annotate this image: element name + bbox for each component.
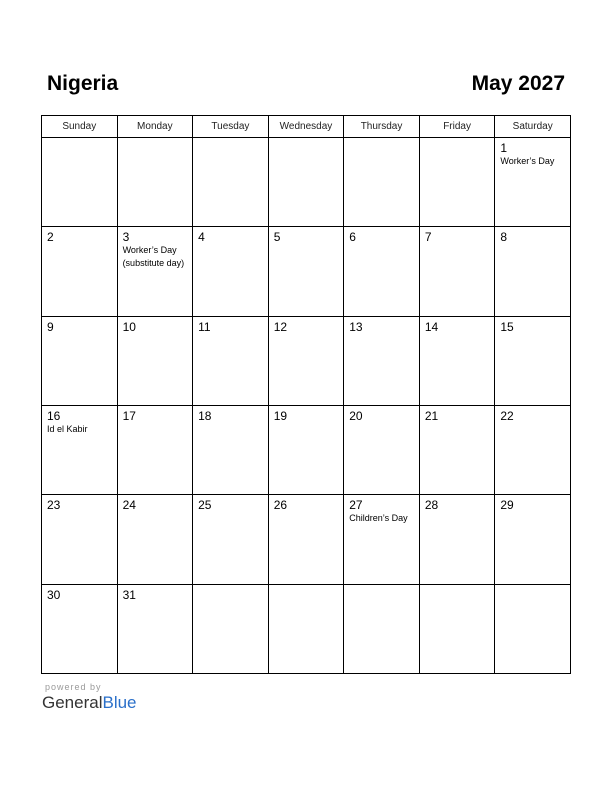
day-number: 17 bbox=[122, 408, 136, 423]
day-cell bbox=[495, 227, 571, 316]
brand-logo bbox=[42, 693, 137, 713]
day-number: 2 bbox=[47, 230, 54, 245]
day-number: 7 bbox=[424, 230, 432, 245]
day-cell bbox=[117, 405, 193, 494]
day-number: 28 bbox=[424, 498, 439, 513]
country-title: Nigeria bbox=[47, 72, 119, 95]
weekday-header: Sunday bbox=[42, 116, 118, 138]
day-cell bbox=[193, 584, 269, 673]
day-number: 24 bbox=[122, 498, 136, 513]
day-number: 4 bbox=[198, 230, 205, 245]
day-cell bbox=[117, 495, 193, 584]
week-row bbox=[42, 138, 571, 227]
day-number: 29 bbox=[500, 498, 514, 513]
week-row bbox=[42, 316, 571, 405]
day-cell bbox=[268, 584, 344, 673]
day-number: 1 bbox=[500, 141, 508, 155]
calendar-grid bbox=[41, 115, 571, 674]
day-cell bbox=[344, 495, 420, 584]
day-number: 25 bbox=[198, 498, 212, 513]
day-number: 31 bbox=[122, 587, 136, 602]
day-cell bbox=[268, 138, 344, 227]
day-number: 30 bbox=[47, 587, 61, 602]
day-cell bbox=[42, 584, 118, 673]
day-cell bbox=[268, 405, 344, 494]
day-number: 26 bbox=[273, 498, 288, 513]
day-number: 14 bbox=[424, 319, 439, 334]
weekday-header: Tuesday bbox=[193, 116, 269, 138]
day-number: 8 bbox=[500, 230, 508, 245]
day-cell bbox=[495, 405, 571, 494]
weekday-header: Saturday bbox=[495, 116, 571, 138]
day-number: 16 bbox=[47, 408, 61, 423]
day-cell bbox=[193, 138, 269, 227]
weekday-header: Thursday bbox=[344, 116, 420, 138]
day-cell bbox=[42, 495, 118, 584]
day-cell bbox=[344, 584, 420, 673]
calendar-body bbox=[42, 138, 571, 674]
day-cell bbox=[495, 138, 571, 227]
holiday-label: Children’s Day bbox=[349, 513, 408, 524]
brand-blue-text: Blue bbox=[102, 693, 137, 712]
day-number: 10 bbox=[122, 319, 136, 334]
day-cell bbox=[42, 138, 118, 227]
day-cell bbox=[193, 316, 269, 405]
week-row bbox=[42, 495, 571, 584]
day-cell bbox=[495, 584, 571, 673]
day-number: 15 bbox=[500, 319, 514, 334]
day-cell bbox=[193, 227, 269, 316]
week-row bbox=[42, 584, 571, 673]
day-cell bbox=[117, 227, 193, 316]
day-number: 9 bbox=[47, 319, 54, 334]
holiday-label: Worker’s Day (substitute day) bbox=[122, 245, 185, 269]
day-cell bbox=[344, 138, 420, 227]
day-cell bbox=[268, 316, 344, 405]
day-cell bbox=[344, 227, 420, 316]
day-number: 11 bbox=[198, 319, 211, 334]
day-number: 6 bbox=[349, 230, 356, 245]
month-year-title: May 2027 bbox=[471, 72, 565, 95]
day-number: 21 bbox=[424, 408, 439, 423]
day-cell bbox=[268, 495, 344, 584]
day-number: 22 bbox=[500, 408, 514, 423]
day-number: 20 bbox=[349, 408, 363, 423]
week-row bbox=[42, 405, 571, 494]
day-cell bbox=[495, 495, 571, 584]
day-cell bbox=[419, 405, 495, 494]
day-cell bbox=[344, 405, 420, 494]
day-cell bbox=[42, 227, 118, 316]
day-cell bbox=[268, 227, 344, 316]
day-number: 3 bbox=[122, 230, 130, 245]
day-cell bbox=[419, 227, 495, 316]
day-cell bbox=[419, 495, 495, 584]
day-number: 12 bbox=[273, 319, 288, 334]
day-cell bbox=[193, 405, 269, 494]
day-cell bbox=[193, 495, 269, 584]
week-row bbox=[42, 227, 571, 316]
weekday-header-row bbox=[42, 116, 571, 138]
day-cell bbox=[117, 584, 193, 673]
day-number: 23 bbox=[47, 498, 61, 513]
day-cell bbox=[419, 584, 495, 673]
day-cell bbox=[419, 138, 495, 227]
brand-general-text: General bbox=[42, 693, 103, 712]
day-cell bbox=[117, 316, 193, 405]
day-number: 19 bbox=[273, 408, 288, 423]
weekday-header: Monday bbox=[117, 116, 193, 138]
weekday-header: Wednesday bbox=[268, 116, 344, 138]
holiday-label: Id el Kabir bbox=[47, 423, 88, 434]
day-cell bbox=[495, 316, 571, 405]
day-number: 18 bbox=[198, 408, 212, 423]
holiday-label: Worker’s Day bbox=[500, 156, 555, 166]
day-number: 27 bbox=[349, 498, 363, 513]
day-cell bbox=[42, 316, 118, 405]
day-number: 5 bbox=[273, 230, 281, 245]
powered-by-label: powered by bbox=[45, 682, 102, 692]
day-cell bbox=[419, 316, 495, 405]
day-cell bbox=[344, 316, 420, 405]
day-number: 13 bbox=[349, 319, 363, 334]
day-cell bbox=[42, 405, 118, 494]
day-cell bbox=[117, 138, 193, 227]
weekday-header: Friday bbox=[419, 116, 495, 138]
